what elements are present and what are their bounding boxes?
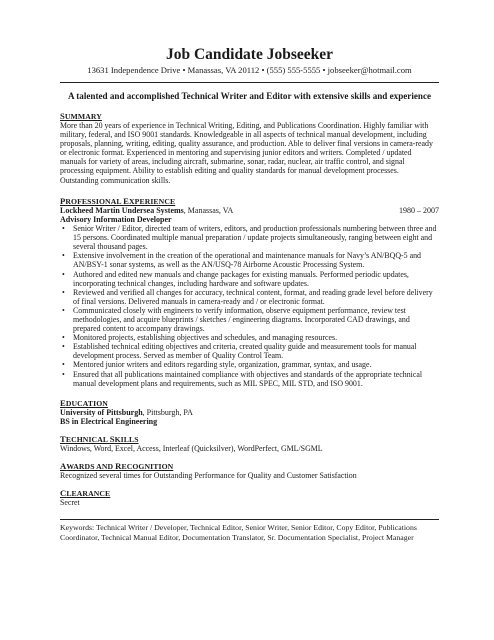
skills-section: [60, 435, 439, 453]
clearance-section: [60, 489, 439, 507]
summary-section: [60, 112, 439, 185]
job-title: Advisory Information Developer: [60, 214, 172, 224]
clearance-text: Secret: [60, 498, 80, 508]
contact-line: 13631 Independence Drive • Manassas, VA 20112 • (555) 555-5555 • jobseeker@hotmail.com: [87, 65, 412, 75]
school-name: University of Pittsburgh: [60, 407, 143, 417]
keywords-footer: Keywords: Technical Writer / Developer, Technical Editor, Senior Writer, Senior Editor, Copy Editor, Publications Coordinator, Technical Manual Editor, Documentation Translator, Sr. Documentation Specialist, Project Manager: [60, 519, 439, 541]
job-bullet: • Reviewed and verified all changes for accuracy, technical content, format, and reading grade level before delivery of final versions. Delivered manuals in camera-ready and / or electronic format.: [60, 288, 439, 306]
header-divider: [60, 82, 439, 83]
job-bullet: • Mentored junior writers and editors regarding style, organization, grammar, syntax, and usage.: [60, 360, 439, 369]
job-bullet: • Authored and edited new manuals and change packages for existing manuals. Performed periodic updates, incorporating technical changes, including hardware and software updates.: [60, 270, 439, 288]
awards-heading: AWARDS AND RECOGNITION: [60, 461, 174, 472]
job-bullet: • Ensured that all publications maintained compliance with objectives and standards of the appropriate technical manual development plans and requirements, such as MIL SPEC, MIL STD, and ISO 9001.: [60, 370, 439, 388]
job-bullets: [60, 224, 439, 388]
summary-text: More than 20 years of experience in Technical Writing, Editing, and Publications Coordination. Highly familiar with military, federal, and ISO 9001 standards. Knowledgeable in all aspects of technical manual development, including proposals, planning, writing, editing, quality assurance, and production. Able to deliver final versions in camera-ready or electronic format. Experienced in mentoring and supervising junior editors and writers. Completed / updated manuals for variety of areas, including aircraft, submarine, sonar, radar, nuclear, air traffic control, and signal processing equipment. Ability to establish editing and quality standards for manual development processes. Outstanding communication skills.: [60, 121, 433, 185]
candidate-name: Job Candidate Jobseeker: [165, 46, 334, 63]
experience-section: [60, 197, 439, 388]
experience-heading: PROFESSIONAL EXPERIENCE: [60, 195, 176, 206]
job-dates: 1980 – 2007: [399, 205, 439, 215]
job-bullet: • Extensive involvement in the creation of the operational and maintenance manuals for Navy’s AN/BQQ-5 and AN/BSY-1 sonar systems, as well as the AN/USQ-78 Airborne Acoustic Processing System.: [60, 251, 439, 269]
school-location: , Pittsburgh, PA: [142, 407, 193, 417]
awards-text: Recognized several times for Outstanding Performance for Quality and Customer Satisfaction: [60, 471, 357, 481]
job-bullet: • Monitored projects, establishing objectives and schedules, and managing resources.: [60, 333, 439, 342]
skills-heading: TECHNICAL SKILLS: [60, 434, 139, 445]
company-name: Lockheed Martin Undersea Systems: [60, 205, 184, 215]
job-bullet: • Communicated closely with engineers to verify information, observe equipment performance, review test methodologies, and acquire blueprints / sketches / engineering diagrams. Incorporated CAD drawings, and prepared content to accompany drawings.: [60, 306, 439, 333]
awards-section: [60, 462, 439, 480]
company-location: , Manassas, VA: [183, 205, 234, 215]
job-bullet: • Established technical editing objectives and criteria, created quality guide and measurement tools for manual development process. Served as member of Quality Control Team.: [60, 342, 439, 360]
summary-heading: SUMMARY: [60, 111, 102, 121]
school-line: [60, 408, 439, 417]
education-section: [60, 399, 439, 426]
job-bullet: • Senior Writer / Editor, directed team of writers, editors, and production professionals numbering between three and 15 persons. Coordinated multiple manual preparation / update projects simultaneously, ranging between eight and several thousand pages.: [60, 224, 439, 251]
degree: BS in Electrical Engineering: [60, 416, 158, 426]
education-heading: EDUCATION: [60, 397, 108, 408]
clearance-heading: CLEARANCE: [60, 488, 111, 499]
skills-text: Windows, Word, Excel, Access, Interleaf (Quicksilver), WordPerfect, GML/SGML: [60, 444, 323, 454]
headline: A talented and accomplished Technical Writer and Editor with extensive skills and experience: [67, 91, 432, 101]
job-header: [60, 206, 439, 215]
